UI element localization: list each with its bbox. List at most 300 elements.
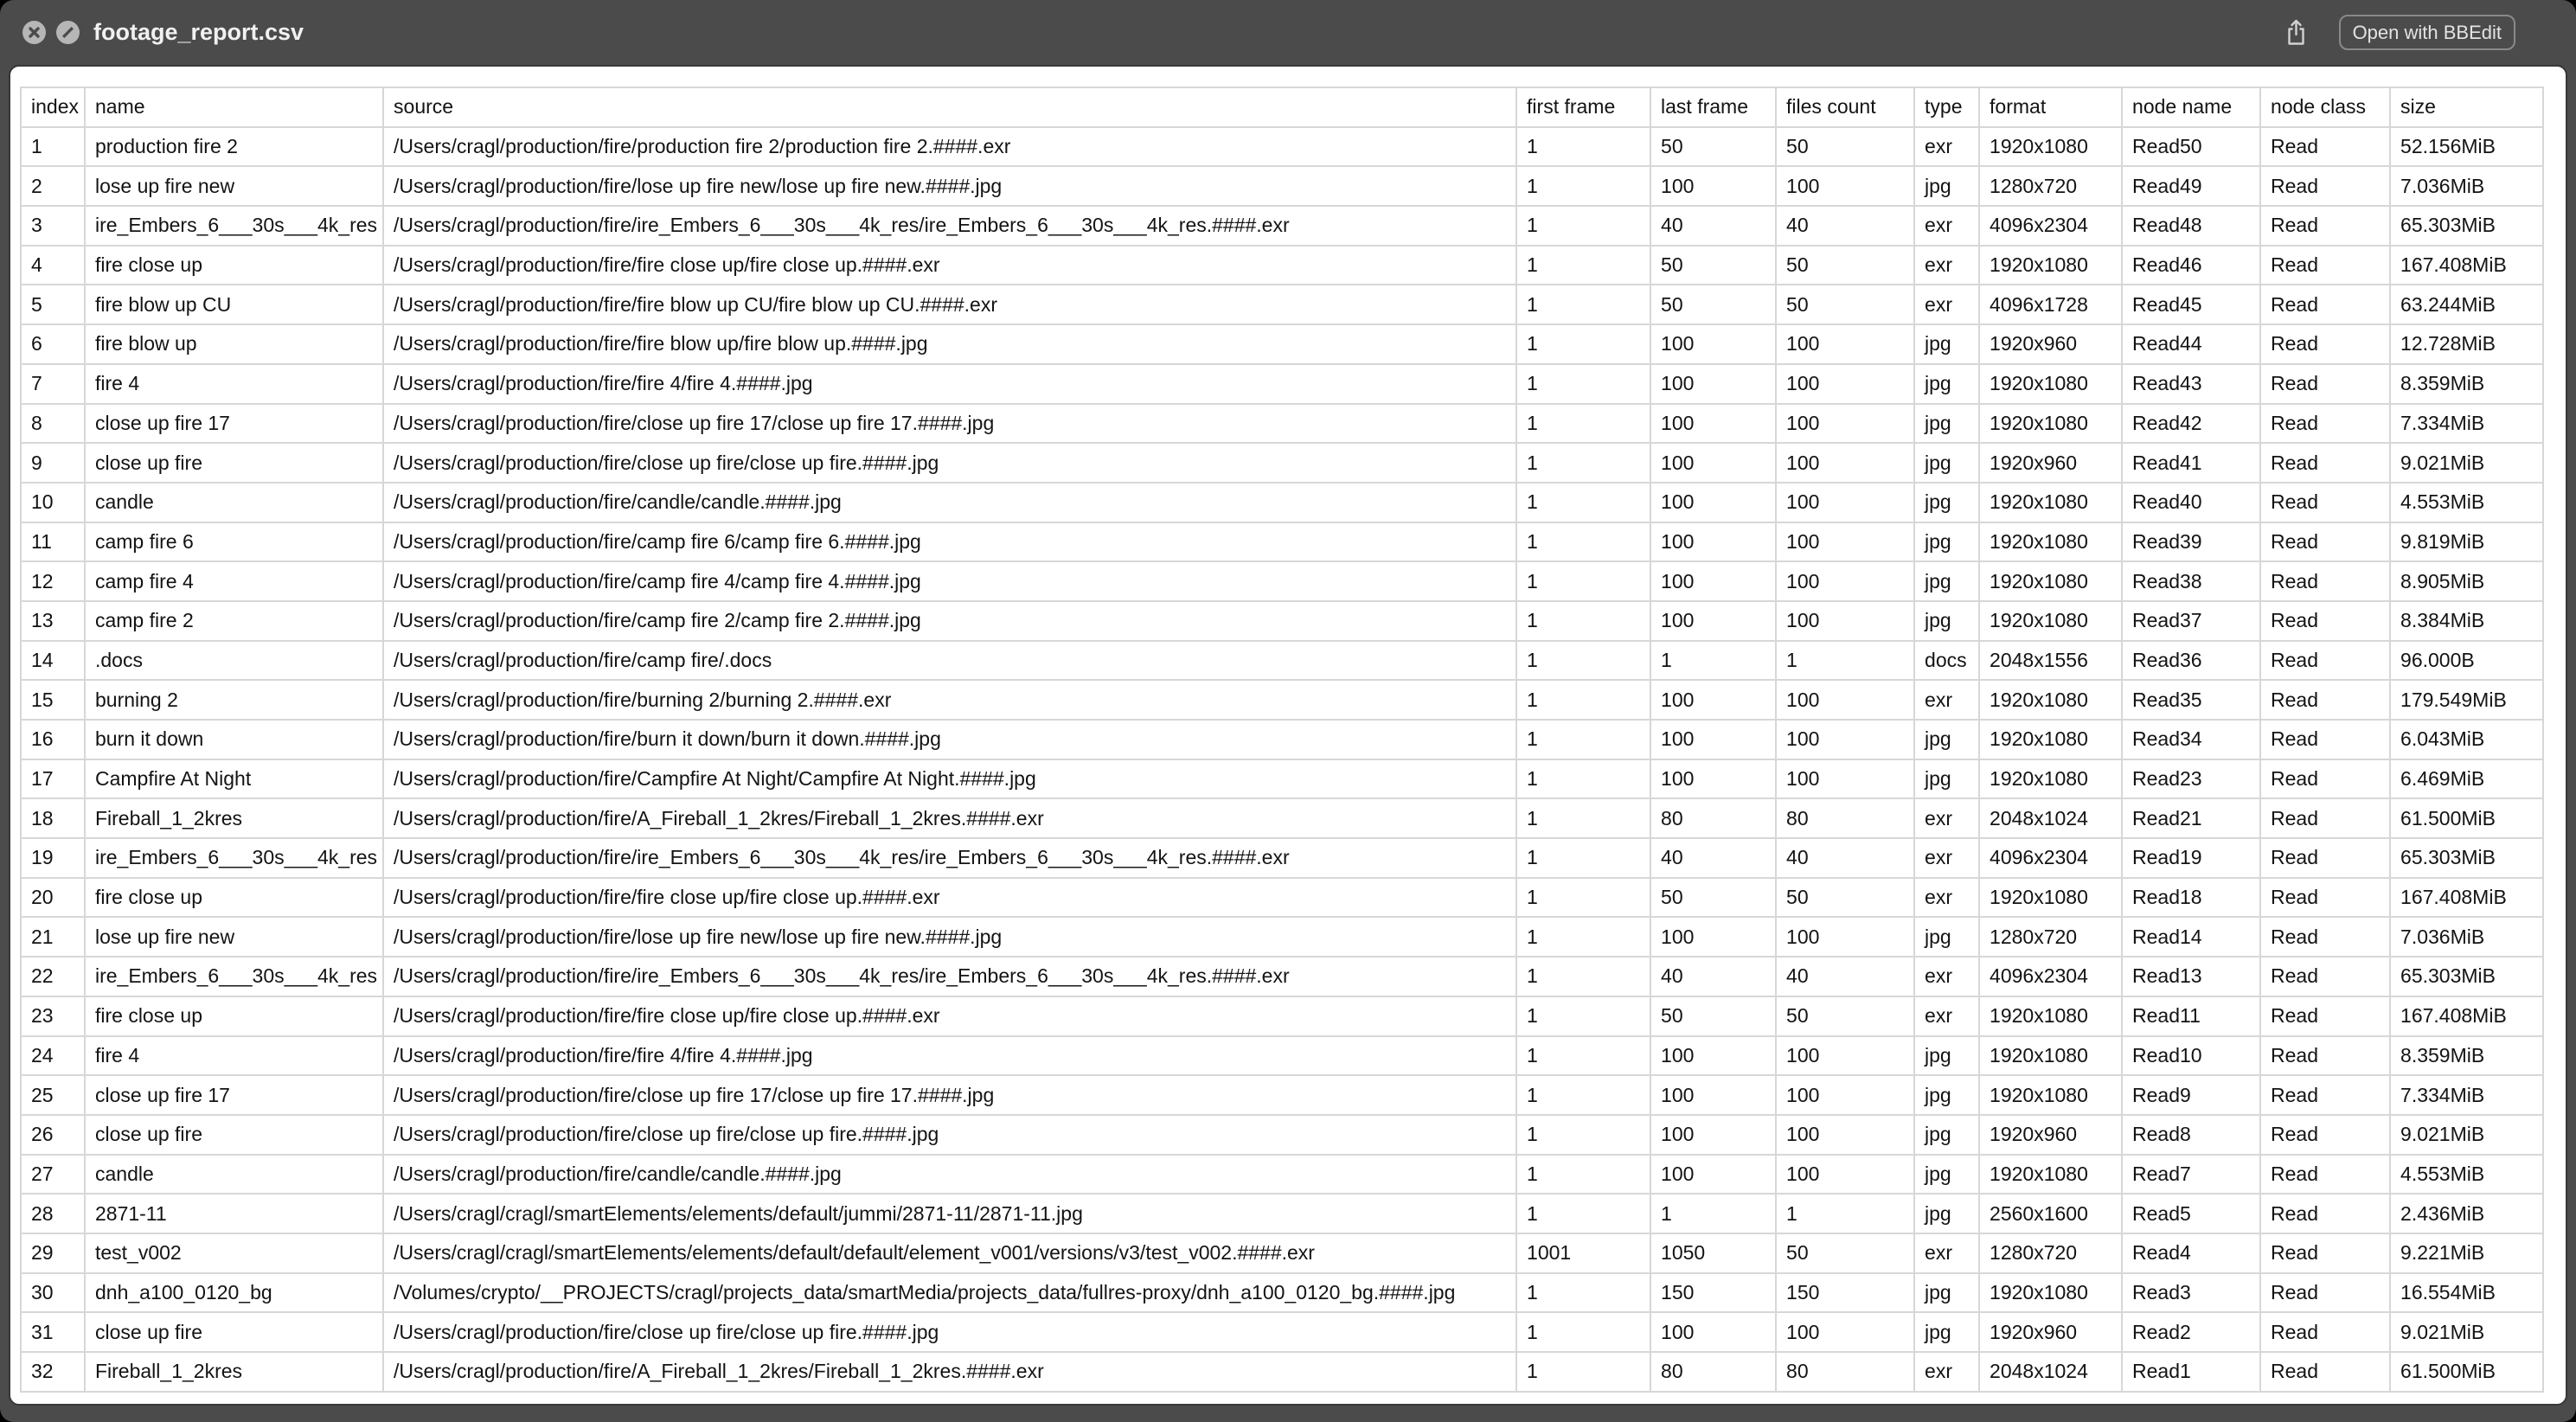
table-row <box>21 404 2543 444</box>
cell-type: jpg <box>1914 324 1979 364</box>
table-header <box>21 87 2543 127</box>
cell-format: 1920x1080 <box>1979 246 2122 285</box>
cell-first-frame: 1 <box>1516 917 1650 957</box>
cell-files-count: 50 <box>1776 1233 1914 1273</box>
table-row <box>21 561 2543 601</box>
cell-index: 10 <box>21 483 85 522</box>
cell-files-count: 50 <box>1776 878 1914 918</box>
cell-first-frame: 1 <box>1516 838 1650 878</box>
cell-type: jpg <box>1914 720 1979 759</box>
cell-index: 16 <box>21 720 85 759</box>
cell-format: 1280x720 <box>1979 917 2122 957</box>
cell-node-class: Read <box>2260 1155 2390 1195</box>
cell-index: 13 <box>21 601 85 641</box>
cell-first-frame: 1 <box>1516 127 1650 167</box>
cell-name: close up fire 17 <box>85 1075 383 1115</box>
cell-type: exr <box>1914 285 1979 324</box>
cell-node-name: Read13 <box>2122 957 2260 996</box>
cell-files-count: 100 <box>1776 443 1914 483</box>
cell-first-frame: 1 <box>1516 957 1650 996</box>
cell-files-count: 80 <box>1776 798 1914 838</box>
cell-source: /Users/cragl/production/fire/close up fire/close up fire.####.jpg <box>383 1312 1516 1352</box>
cell-name: ire_Embers_6___30s___4k_res <box>85 838 383 878</box>
cell-type: exr <box>1914 246 1979 285</box>
cell-source: /Users/cragl/production/fire/A_Fireball_1_2kres/Fireball_1_2kres.####.exr <box>383 1352 1516 1392</box>
cell-name: camp fire 2 <box>85 601 383 641</box>
cell-last-frame: 100 <box>1650 917 1776 957</box>
cell-files-count: 50 <box>1776 127 1914 167</box>
cell-index: 26 <box>21 1115 85 1155</box>
cell-name: camp fire 4 <box>85 561 383 601</box>
cell-source: /Users/cragl/production/fire/Campfire At Night/Campfire At Night.####.jpg <box>383 759 1516 799</box>
cell-first-frame: 1 <box>1516 166 1650 206</box>
cell-index: 30 <box>21 1273 85 1313</box>
cell-first-frame: 1 <box>1516 364 1650 404</box>
cell-files-count: 100 <box>1776 561 1914 601</box>
cell-format: 1280x720 <box>1979 1233 2122 1273</box>
cell-source: /Users/cragl/production/fire/fire 4/fire 4.####.jpg <box>383 1036 1516 1076</box>
cell-first-frame: 1 <box>1516 878 1650 918</box>
cell-format: 1920x1080 <box>1979 680 2122 720</box>
cell-last-frame: 50 <box>1650 285 1776 324</box>
cell-node-name: Read3 <box>2122 1273 2260 1313</box>
cell-name: burn it down <box>85 720 383 759</box>
cell-last-frame: 100 <box>1650 364 1776 404</box>
cell-format: 1920x1080 <box>1979 1075 2122 1115</box>
cell-last-frame: 100 <box>1650 759 1776 799</box>
table-row <box>21 996 2543 1036</box>
cell-first-frame: 1 <box>1516 680 1650 720</box>
cell-node-name: Read11 <box>2122 996 2260 1036</box>
table-row <box>21 917 2543 957</box>
cell-index: 8 <box>21 404 85 444</box>
cell-size: 167.408MiB <box>2390 878 2543 918</box>
cell-first-frame: 1 <box>1516 324 1650 364</box>
cell-source: /Users/cragl/production/fire/ire_Embers_6___30s___4k_res/ire_Embers_6___30s___4k_res.####.exr <box>383 957 1516 996</box>
cell-size: 52.156MiB <box>2390 127 2543 167</box>
share-icon <box>2284 18 2309 47</box>
cell-index: 24 <box>21 1036 85 1076</box>
cell-source: /Users/cragl/production/fire/fire blow up/fire blow up.####.jpg <box>383 324 1516 364</box>
cell-last-frame: 50 <box>1650 246 1776 285</box>
cell-name: test_v002 <box>85 1233 383 1273</box>
cell-last-frame: 40 <box>1650 206 1776 246</box>
open-with-bbedit-button[interactable] <box>2339 15 2515 50</box>
cell-node-class: Read <box>2260 601 2390 641</box>
cell-node-class: Read <box>2260 324 2390 364</box>
cell-last-frame: 80 <box>1650 1352 1776 1392</box>
cell-size: 61.500MiB <box>2390 798 2543 838</box>
cell-size: 6.043MiB <box>2390 720 2543 759</box>
cell-first-frame: 1 <box>1516 246 1650 285</box>
cell-name: 2871-11 <box>85 1194 383 1233</box>
cell-name: production fire 2 <box>85 127 383 167</box>
cell-node-name: Read37 <box>2122 601 2260 641</box>
cell-node-class: Read <box>2260 838 2390 878</box>
column-header-files-count: files count <box>1776 87 1914 127</box>
cell-index: 31 <box>21 1312 85 1352</box>
cell-files-count: 100 <box>1776 324 1914 364</box>
cell-node-name: Read18 <box>2122 878 2260 918</box>
table-row <box>21 1075 2543 1115</box>
share-button[interactable] <box>2284 18 2309 47</box>
cell-node-class: Read <box>2260 917 2390 957</box>
prohibition-icon <box>56 21 80 44</box>
cell-last-frame: 1050 <box>1650 1233 1776 1273</box>
cell-format: 4096x1728 <box>1979 285 2122 324</box>
column-header-last-frame: last frame <box>1650 87 1776 127</box>
cell-source: /Users/cragl/production/fire/production fire 2/production fire 2.####.exr <box>383 127 1516 167</box>
table-row <box>21 1312 2543 1352</box>
cell-format: 1920x1080 <box>1979 1273 2122 1313</box>
cell-name: fire blow up CU <box>85 285 383 324</box>
cell-files-count: 50 <box>1776 996 1914 1036</box>
cell-node-name: Read48 <box>2122 206 2260 246</box>
cell-files-count: 100 <box>1776 720 1914 759</box>
cell-format: 1920x1080 <box>1979 996 2122 1036</box>
cell-index: 15 <box>21 680 85 720</box>
cell-size: 9.021MiB <box>2390 443 2543 483</box>
cell-format: 1920x960 <box>1979 443 2122 483</box>
cell-size: 7.036MiB <box>2390 166 2543 206</box>
cell-source: /Users/cragl/production/fire/candle/candle.####.jpg <box>383 1155 1516 1195</box>
cell-files-count: 100 <box>1776 1155 1914 1195</box>
table-body <box>21 127 2543 1392</box>
cell-first-frame: 1 <box>1516 443 1650 483</box>
cell-node-name: Read50 <box>2122 127 2260 167</box>
cell-node-name: Read19 <box>2122 838 2260 878</box>
cell-files-count: 100 <box>1776 680 1914 720</box>
cell-size: 8.384MiB <box>2390 601 2543 641</box>
cell-size: 63.244MiB <box>2390 285 2543 324</box>
cell-type: exr <box>1914 838 1979 878</box>
cell-format: 1920x960 <box>1979 1312 2122 1352</box>
cell-name: lose up fire new <box>85 917 383 957</box>
cell-size: 65.303MiB <box>2390 206 2543 246</box>
cell-size: 9.021MiB <box>2390 1312 2543 1352</box>
cell-source: /Users/cragl/production/fire/camp fire 6/camp fire 6.####.jpg <box>383 522 1516 562</box>
table-row <box>21 483 2543 522</box>
cell-last-frame: 150 <box>1650 1273 1776 1313</box>
cell-last-frame: 100 <box>1650 483 1776 522</box>
cell-files-count: 80 <box>1776 1352 1914 1392</box>
table-row <box>21 364 2543 404</box>
cell-type: jpg <box>1914 1312 1979 1352</box>
cell-index: 28 <box>21 1194 85 1233</box>
cell-index: 14 <box>21 641 85 681</box>
cell-size: 179.549MiB <box>2390 680 2543 720</box>
cell-node-class: Read <box>2260 404 2390 444</box>
cell-format: 1920x1080 <box>1979 878 2122 918</box>
cell-last-frame: 100 <box>1650 1075 1776 1115</box>
cell-node-class: Read <box>2260 443 2390 483</box>
cell-files-count: 100 <box>1776 364 1914 404</box>
cell-format: 4096x2304 <box>1979 206 2122 246</box>
close-icon <box>22 21 46 44</box>
cell-type: jpg <box>1914 1273 1979 1313</box>
cell-node-name: Read1 <box>2122 1352 2260 1392</box>
cell-node-class: Read <box>2260 206 2390 246</box>
cell-source: /Users/cragl/production/fire/fire 4/fire 4.####.jpg <box>383 364 1516 404</box>
cell-index: 5 <box>21 285 85 324</box>
cell-last-frame: 1 <box>1650 1194 1776 1233</box>
cell-node-name: Read42 <box>2122 404 2260 444</box>
cell-last-frame: 80 <box>1650 798 1776 838</box>
cell-node-name: Read23 <box>2122 759 2260 799</box>
cell-name: ire_Embers_6___30s___4k_res <box>85 957 383 996</box>
table-row <box>21 1233 2543 1273</box>
cell-source: /Volumes/crypto/__PROJECTS/cragl/projects_data/smartMedia/projects_data/fullres-proxy/dnh_a100_0120_bg.####.jpg <box>383 1273 1516 1313</box>
cell-last-frame: 50 <box>1650 127 1776 167</box>
cell-index: 4 <box>21 246 85 285</box>
cell-size: 7.334MiB <box>2390 1075 2543 1115</box>
cell-type: docs <box>1914 641 1979 681</box>
table-row <box>21 522 2543 562</box>
cell-type: jpg <box>1914 404 1979 444</box>
cell-first-frame: 1 <box>1516 483 1650 522</box>
cell-type: jpg <box>1914 1155 1979 1195</box>
cell-first-frame: 1 <box>1516 1194 1650 1233</box>
cell-type: exr <box>1914 1233 1979 1273</box>
cell-source: /Users/cragl/production/fire/close up fire/close up fire.####.jpg <box>383 1115 1516 1155</box>
cell-index: 29 <box>21 1233 85 1273</box>
cell-first-frame: 1001 <box>1516 1233 1650 1273</box>
cell-node-name: Read9 <box>2122 1075 2260 1115</box>
cell-index: 6 <box>21 324 85 364</box>
window-title: footage_report.csv <box>93 19 304 45</box>
cell-node-class: Read <box>2260 166 2390 206</box>
cell-files-count: 100 <box>1776 1036 1914 1076</box>
cell-name: burning 2 <box>85 680 383 720</box>
cell-index: 17 <box>21 759 85 799</box>
cell-name: camp fire 6 <box>85 522 383 562</box>
cell-first-frame: 1 <box>1516 1352 1650 1392</box>
cell-first-frame: 1 <box>1516 404 1650 444</box>
cell-format: 1920x960 <box>1979 1115 2122 1155</box>
header-row <box>21 87 2543 127</box>
cell-last-frame: 100 <box>1650 324 1776 364</box>
titlebar[interactable] <box>0 0 2576 65</box>
cell-index: 20 <box>21 878 85 918</box>
cell-node-name: Read35 <box>2122 680 2260 720</box>
cell-node-name: Read49 <box>2122 166 2260 206</box>
cell-files-count: 100 <box>1776 522 1914 562</box>
cell-node-class: Read <box>2260 1036 2390 1076</box>
cell-node-name: Read4 <box>2122 1233 2260 1273</box>
cell-first-frame: 1 <box>1516 1115 1650 1155</box>
cell-node-class: Read <box>2260 1352 2390 1392</box>
cell-first-frame: 1 <box>1516 561 1650 601</box>
cell-name: candle <box>85 483 383 522</box>
cell-size: 65.303MiB <box>2390 957 2543 996</box>
cell-node-name: Read46 <box>2122 246 2260 285</box>
cell-node-class: Read <box>2260 1273 2390 1313</box>
cell-node-class: Read <box>2260 561 2390 601</box>
cell-size: 7.334MiB <box>2390 404 2543 444</box>
cell-node-name: Read43 <box>2122 364 2260 404</box>
cell-node-class: Read <box>2260 522 2390 562</box>
cell-source: /Users/cragl/production/fire/close up fire 17/close up fire 17.####.jpg <box>383 404 1516 444</box>
cell-node-class: Read <box>2260 680 2390 720</box>
csv-table <box>20 86 2544 1393</box>
cell-files-count: 1 <box>1776 1194 1914 1233</box>
cell-node-name: Read44 <box>2122 324 2260 364</box>
cell-source: /Users/cragl/production/fire/burning 2/burning 2.####.exr <box>383 680 1516 720</box>
cell-last-frame: 40 <box>1650 957 1776 996</box>
cell-node-class: Read <box>2260 127 2390 167</box>
cell-first-frame: 1 <box>1516 1155 1650 1195</box>
cell-name: ire_Embers_6___30s___4k_res <box>85 206 383 246</box>
table-row <box>21 720 2543 759</box>
cell-index: 1 <box>21 127 85 167</box>
cell-source: /Users/cragl/production/fire/burn it down/burn it down.####.jpg <box>383 720 1516 759</box>
cell-index: 12 <box>21 561 85 601</box>
cell-node-name: Read14 <box>2122 917 2260 957</box>
cell-type: jpg <box>1914 483 1979 522</box>
cell-node-name: Read36 <box>2122 641 2260 681</box>
cell-type: jpg <box>1914 601 1979 641</box>
cell-last-frame: 100 <box>1650 443 1776 483</box>
cell-size: 12.728MiB <box>2390 324 2543 364</box>
cell-format: 1920x1080 <box>1979 720 2122 759</box>
table-row <box>21 206 2543 246</box>
column-header-node-name: node name <box>2122 87 2260 127</box>
cell-first-frame: 1 <box>1516 1075 1650 1115</box>
cell-node-class: Read <box>2260 364 2390 404</box>
cell-source: /Users/cragl/production/fire/A_Fireball_1_2kres/Fireball_1_2kres.####.exr <box>383 798 1516 838</box>
cell-files-count: 100 <box>1776 483 1914 522</box>
cell-node-name: Read40 <box>2122 483 2260 522</box>
cell-type: jpg <box>1914 1036 1979 1076</box>
cell-node-class: Read <box>2260 878 2390 918</box>
cell-index: 21 <box>21 917 85 957</box>
cell-type: exr <box>1914 680 1979 720</box>
cell-last-frame: 100 <box>1650 1312 1776 1352</box>
table-row <box>21 127 2543 167</box>
cell-size: 9.819MiB <box>2390 522 2543 562</box>
cell-source: /Users/cragl/production/fire/close up fire 17/close up fire 17.####.jpg <box>383 1075 1516 1115</box>
cell-node-class: Read <box>2260 1233 2390 1273</box>
cell-source: /Users/cragl/production/fire/ire_Embers_6___30s___4k_res/ire_Embers_6___30s___4k_res.####.exr <box>383 838 1516 878</box>
cell-format: 1920x1080 <box>1979 1036 2122 1076</box>
cell-type: jpg <box>1914 1194 1979 1233</box>
table-row <box>21 1115 2543 1155</box>
column-header-index: index <box>21 87 85 127</box>
cell-type: exr <box>1914 957 1979 996</box>
cell-node-class: Read <box>2260 759 2390 799</box>
cell-source: /Users/cragl/production/fire/fire close up/fire close up.####.exr <box>383 878 1516 918</box>
table-row <box>21 285 2543 324</box>
cell-source: /Users/cragl/cragl/smartElements/elements/default/default/element_v001/versions/v3/test_v002.####.exr <box>383 1233 1516 1273</box>
cell-first-frame: 1 <box>1516 522 1650 562</box>
cell-node-class: Read <box>2260 641 2390 681</box>
cell-source: /Users/cragl/production/fire/lose up fire new/lose up fire new.####.jpg <box>383 917 1516 957</box>
cell-index: 2 <box>21 166 85 206</box>
cell-source: /Users/cragl/production/fire/camp fire 4/camp fire 4.####.jpg <box>383 561 1516 601</box>
column-header-first-frame: first frame <box>1516 87 1650 127</box>
cell-source: /Users/cragl/production/fire/lose up fire new/lose up fire new.####.jpg <box>383 166 1516 206</box>
open-with-bbedit-label: Open with BBEdit <box>2352 21 2502 43</box>
column-header-source: source <box>383 87 1516 127</box>
cell-node-name: Read21 <box>2122 798 2260 838</box>
cell-source: /Users/cragl/production/fire/camp fire 2/camp fire 2.####.jpg <box>383 601 1516 641</box>
cell-name: Fireball_1_2kres <box>85 1352 383 1392</box>
cell-format: 2048x1024 <box>1979 1352 2122 1392</box>
cell-last-frame: 100 <box>1650 601 1776 641</box>
cell-index: 22 <box>21 957 85 996</box>
cell-format: 1920x1080 <box>1979 1155 2122 1195</box>
cell-last-frame: 100 <box>1650 166 1776 206</box>
cell-files-count: 150 <box>1776 1273 1914 1313</box>
cell-node-name: Read8 <box>2122 1115 2260 1155</box>
cell-index: 9 <box>21 443 85 483</box>
cell-format: 1920x1080 <box>1979 127 2122 167</box>
prohibition-button[interactable] <box>56 21 80 44</box>
table-row <box>21 838 2543 878</box>
cell-type: exr <box>1914 1352 1979 1392</box>
cell-format: 1920x1080 <box>1979 404 2122 444</box>
cell-files-count: 100 <box>1776 917 1914 957</box>
cell-type: exr <box>1914 878 1979 918</box>
cell-files-count: 100 <box>1776 166 1914 206</box>
cell-files-count: 1 <box>1776 641 1914 681</box>
cell-last-frame: 100 <box>1650 561 1776 601</box>
cell-type: exr <box>1914 996 1979 1036</box>
cell-first-frame: 1 <box>1516 1273 1650 1313</box>
cell-name: lose up fire new <box>85 166 383 206</box>
cell-index: 32 <box>21 1352 85 1392</box>
cell-name: fire close up <box>85 878 383 918</box>
cell-node-class: Read <box>2260 1115 2390 1155</box>
column-header-format: format <box>1979 87 2122 127</box>
cell-size: 9.021MiB <box>2390 1115 2543 1155</box>
cell-name: close up fire <box>85 1312 383 1352</box>
cell-node-name: Read39 <box>2122 522 2260 562</box>
close-button[interactable] <box>22 21 46 44</box>
cell-node-class: Read <box>2260 1194 2390 1233</box>
cell-files-count: 100 <box>1776 1115 1914 1155</box>
csv-preview-panel <box>9 65 2567 1406</box>
cell-files-count: 40 <box>1776 957 1914 996</box>
cell-type: jpg <box>1914 917 1979 957</box>
table-row <box>21 246 2543 285</box>
cell-type: jpg <box>1914 1075 1979 1115</box>
table-row <box>21 1194 2543 1233</box>
cell-name: close up fire <box>85 443 383 483</box>
cell-files-count: 40 <box>1776 838 1914 878</box>
table-row <box>21 1352 2543 1392</box>
table-row <box>21 641 2543 681</box>
cell-format: 1280x720 <box>1979 166 2122 206</box>
cell-name: fire blow up <box>85 324 383 364</box>
cell-name: fire 4 <box>85 1036 383 1076</box>
cell-size: 167.408MiB <box>2390 996 2543 1036</box>
column-header-size: size <box>2390 87 2543 127</box>
cell-first-frame: 1 <box>1516 285 1650 324</box>
cell-last-frame: 100 <box>1650 522 1776 562</box>
cell-files-count: 40 <box>1776 206 1914 246</box>
table-row <box>21 957 2543 996</box>
cell-files-count: 100 <box>1776 404 1914 444</box>
table-row <box>21 878 2543 918</box>
cell-size: 8.905MiB <box>2390 561 2543 601</box>
cell-last-frame: 50 <box>1650 996 1776 1036</box>
cell-last-frame: 100 <box>1650 720 1776 759</box>
cell-size: 9.221MiB <box>2390 1233 2543 1273</box>
cell-node-class: Read <box>2260 957 2390 996</box>
cell-node-name: Read41 <box>2122 443 2260 483</box>
cell-size: 65.303MiB <box>2390 838 2543 878</box>
